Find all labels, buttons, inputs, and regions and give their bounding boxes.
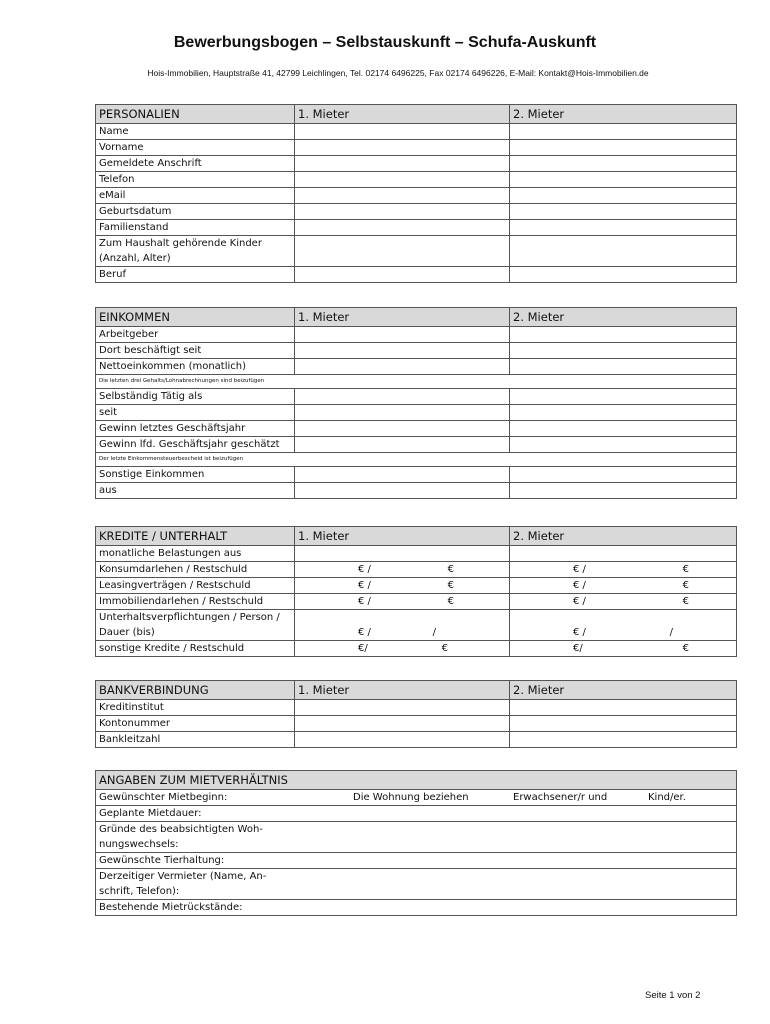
input-cell[interactable] xyxy=(295,869,737,900)
note-row xyxy=(96,453,737,467)
amount-cell[interactable] xyxy=(510,578,737,594)
einkommen-header-row xyxy=(96,308,737,327)
contact-line: Hois-Immobilien, Hauptstraße 41, 42799 Leichlingen, Tel. 02174 6496225, Fax 02174 6496226, E-Mail: Kontakt@Hois-Immobilien.de xyxy=(147,68,649,78)
input-cell[interactable] xyxy=(510,124,737,140)
row-label: sonstige Kredite / Restschuld xyxy=(96,641,295,657)
amount-cell[interactable] xyxy=(295,578,510,594)
input-cell[interactable] xyxy=(295,700,510,716)
input-cell[interactable] xyxy=(295,188,510,204)
table-row xyxy=(96,806,737,822)
section-header: KREDITE / UNTERHALT xyxy=(96,527,295,546)
table-row xyxy=(96,267,737,283)
column-header: 1. Mieter xyxy=(295,105,510,124)
note-text: Der letzte Einkommensteuerbescheid ist beizufügen xyxy=(96,453,737,467)
input-cell[interactable] xyxy=(510,700,737,716)
row-label[interactable]: Geplante Mietdauer: xyxy=(96,806,737,822)
table-row xyxy=(96,389,737,405)
row-label: Telefon xyxy=(96,172,295,188)
row-label: Bankleitzahl xyxy=(96,732,295,748)
row-label: Unterhaltsverpflichtungen / Person / Dauer (bis) xyxy=(96,610,295,641)
input-cell[interactable] xyxy=(295,140,510,156)
amount-cell[interactable] xyxy=(510,562,737,578)
input-cell[interactable] xyxy=(295,236,510,267)
input-cell[interactable] xyxy=(510,389,737,405)
euro-sign: € xyxy=(682,564,689,575)
table-row xyxy=(96,124,737,140)
row-label: Selbständig Tätig als xyxy=(96,389,295,405)
row-label: Gründe des beabsichtigten Woh-nungswechsels: xyxy=(96,822,295,853)
kredite-header-row xyxy=(96,527,737,546)
amount-cell[interactable] xyxy=(510,594,737,610)
input-cell[interactable] xyxy=(510,546,737,562)
row-label: Derzeitiger Vermieter (Name, An-schrift, Telefon): xyxy=(96,869,295,900)
input-cell[interactable] xyxy=(295,267,510,283)
table-row xyxy=(96,546,737,562)
slash: / xyxy=(432,627,436,638)
input-cell[interactable] xyxy=(510,172,737,188)
table-row xyxy=(96,822,737,853)
row-label: eMail xyxy=(96,188,295,204)
euro-slash: €/ xyxy=(358,643,368,654)
input-cell[interactable] xyxy=(510,267,737,283)
amount-cell[interactable] xyxy=(510,610,737,641)
table-row xyxy=(96,562,737,578)
row-label: Geburtsdatum xyxy=(96,204,295,220)
euro-sign: € xyxy=(441,643,448,654)
input-cell[interactable] xyxy=(510,156,737,172)
euro-sign: € xyxy=(682,580,689,591)
section-header: BANKVERBINDUNG xyxy=(96,681,295,700)
row-label: Gewinn lfd. Geschäftsjahr geschätzt xyxy=(96,437,295,453)
table-row xyxy=(96,437,737,453)
table-row xyxy=(96,610,737,641)
row-label: seit xyxy=(96,405,295,421)
euro-sign: € xyxy=(447,580,454,591)
table-row xyxy=(96,343,737,359)
note-row xyxy=(96,375,737,389)
euro-sign: € xyxy=(682,596,689,607)
section-header: ANGABEN ZUM MIETVERHÄLTNIS xyxy=(96,771,737,790)
row-label: Sonstige Einkommen xyxy=(96,467,295,483)
euro-sign: € xyxy=(447,596,454,607)
page-number: Seite 1 von 2 xyxy=(645,990,701,1001)
table-row xyxy=(96,700,737,716)
table-row xyxy=(96,327,737,343)
row-label: Kreditinstitut xyxy=(96,700,295,716)
row-label: Name xyxy=(96,124,295,140)
euro-slash: € / xyxy=(358,596,371,607)
input-cell[interactable] xyxy=(510,343,737,359)
input-cell[interactable] xyxy=(510,188,737,204)
row-label: Vorname xyxy=(96,140,295,156)
row-label[interactable]: Gewünschte Tierhaltung: xyxy=(96,853,737,869)
bank-table xyxy=(95,680,737,748)
row-label: Gewinn letztes Geschäftsjahr xyxy=(96,421,295,437)
column-header: 1. Mieter xyxy=(295,681,510,700)
table-row xyxy=(96,467,737,483)
table-row xyxy=(96,188,737,204)
table-row xyxy=(96,405,737,421)
row-label: Konsumdarlehen / Restschuld xyxy=(96,562,295,578)
row-label: Beruf xyxy=(96,267,295,283)
table-row xyxy=(96,156,737,172)
table-row xyxy=(96,790,737,806)
column-header: 2. Mieter xyxy=(510,308,737,327)
euro-slash: € / xyxy=(358,627,371,638)
row-label: Gemeldete Anschrift xyxy=(96,156,295,172)
euro-slash: € / xyxy=(358,580,371,591)
row-label: aus xyxy=(96,483,295,499)
input-cell[interactable] xyxy=(510,359,737,375)
input-cell[interactable] xyxy=(295,359,510,375)
input-cell[interactable] xyxy=(295,483,510,499)
column-header: 2. Mieter xyxy=(510,105,737,124)
table-row xyxy=(96,716,737,732)
input-cell[interactable] xyxy=(510,437,737,453)
input-cell[interactable] xyxy=(510,220,737,236)
input-cell[interactable] xyxy=(295,437,510,453)
section-header: PERSONALIEN xyxy=(96,105,295,124)
input-cell[interactable] xyxy=(510,467,737,483)
input-cell[interactable] xyxy=(510,716,737,732)
table-row xyxy=(96,236,737,267)
table-row xyxy=(96,140,737,156)
input-cell[interactable] xyxy=(510,483,737,499)
erwachsene-label: Erwachsener/r und xyxy=(513,792,608,803)
column-header: 1. Mieter xyxy=(295,527,510,546)
table-row xyxy=(96,204,737,220)
input-cell[interactable] xyxy=(295,732,510,748)
input-cell[interactable] xyxy=(295,156,510,172)
personalien-header-row xyxy=(96,105,737,124)
note-text: Die letzten drei Gehalts/Lohnabrechnungen sind beizufügen xyxy=(96,375,737,389)
row-label: Nettoeinkommen (monatlich) xyxy=(96,359,295,375)
bank-header-row xyxy=(96,681,737,700)
section-header: EINKOMMEN xyxy=(96,308,295,327)
amount-cell[interactable] xyxy=(295,610,510,641)
miet-header-row xyxy=(96,771,737,790)
beziehen-label: Die Wohnung beziehen xyxy=(353,792,469,803)
table-row xyxy=(96,483,737,499)
input-cell[interactable] xyxy=(295,204,510,220)
input-cell[interactable] xyxy=(295,467,510,483)
euro-sign: € xyxy=(447,564,454,575)
column-header: 2. Mieter xyxy=(510,527,737,546)
column-header: 2. Mieter xyxy=(510,681,737,700)
input-cell[interactable] xyxy=(510,732,737,748)
input-cell[interactable] xyxy=(295,546,510,562)
row-label: Immobiliendarlehen / Restschuld xyxy=(96,594,295,610)
input-cell[interactable] xyxy=(510,236,737,267)
amount-cell[interactable] xyxy=(510,641,737,657)
input-cell[interactable] xyxy=(295,343,510,359)
input-cell[interactable] xyxy=(295,822,737,853)
kredite-table xyxy=(95,526,737,657)
mietbeginn-row[interactable] xyxy=(96,790,737,806)
table-row xyxy=(96,853,737,869)
mietbeginn-label: Gewünschter Mietbeginn: xyxy=(99,792,228,803)
row-label: Dort beschäftigt seit xyxy=(96,343,295,359)
mietverhaeltnis-table xyxy=(95,770,737,916)
input-cell[interactable] xyxy=(510,405,737,421)
input-cell[interactable] xyxy=(295,220,510,236)
table-row xyxy=(96,641,737,657)
einkommen-table xyxy=(95,307,737,499)
row-label: Leasingverträgen / Restschuld xyxy=(96,578,295,594)
row-label: Zum Haushalt gehörende Kinder (Anzahl, Alter) xyxy=(96,236,295,267)
euro-slash: € / xyxy=(358,564,371,575)
input-cell[interactable] xyxy=(295,389,510,405)
row-label: Kontonummer xyxy=(96,716,295,732)
table-row xyxy=(96,900,737,916)
input-cell[interactable] xyxy=(510,140,737,156)
row-label[interactable]: Bestehende Mietrückstände: xyxy=(96,900,737,916)
input-cell[interactable] xyxy=(295,124,510,140)
input-cell[interactable] xyxy=(295,172,510,188)
kinder-label: Kind/er. xyxy=(648,792,686,803)
table-row xyxy=(96,578,737,594)
table-row xyxy=(96,732,737,748)
euro-slash: € / xyxy=(573,580,586,591)
amount-cell[interactable] xyxy=(295,562,510,578)
amount-cell[interactable] xyxy=(295,594,510,610)
table-row xyxy=(96,594,737,610)
row-label: Familienstand xyxy=(96,220,295,236)
euro-slash: € / xyxy=(573,596,586,607)
amount-cell[interactable] xyxy=(295,641,510,657)
table-row xyxy=(96,869,737,900)
euro-slash: € / xyxy=(573,564,586,575)
input-cell[interactable] xyxy=(295,421,510,437)
input-cell[interactable] xyxy=(510,421,737,437)
euro-slash: € / xyxy=(573,627,586,638)
table-row xyxy=(96,359,737,375)
input-cell[interactable] xyxy=(510,327,737,343)
table-row xyxy=(96,421,737,437)
table-row xyxy=(96,172,737,188)
table-row xyxy=(96,220,737,236)
column-header: 1. Mieter xyxy=(295,308,510,327)
slash: / xyxy=(669,627,673,638)
euro-slash: €/ xyxy=(573,643,583,654)
input-cell[interactable] xyxy=(295,327,510,343)
page-title: Bewerbungsbogen – Selbstauskunft – Schufa-Auskunft xyxy=(173,34,597,51)
personalien-table xyxy=(95,104,737,283)
input-cell[interactable] xyxy=(510,204,737,220)
row-label: monatliche Belastungen aus xyxy=(96,546,295,562)
input-cell[interactable] xyxy=(295,405,510,421)
input-cell[interactable] xyxy=(295,716,510,732)
euro-sign: € xyxy=(682,643,689,654)
row-label: Arbeitgeber xyxy=(96,327,295,343)
